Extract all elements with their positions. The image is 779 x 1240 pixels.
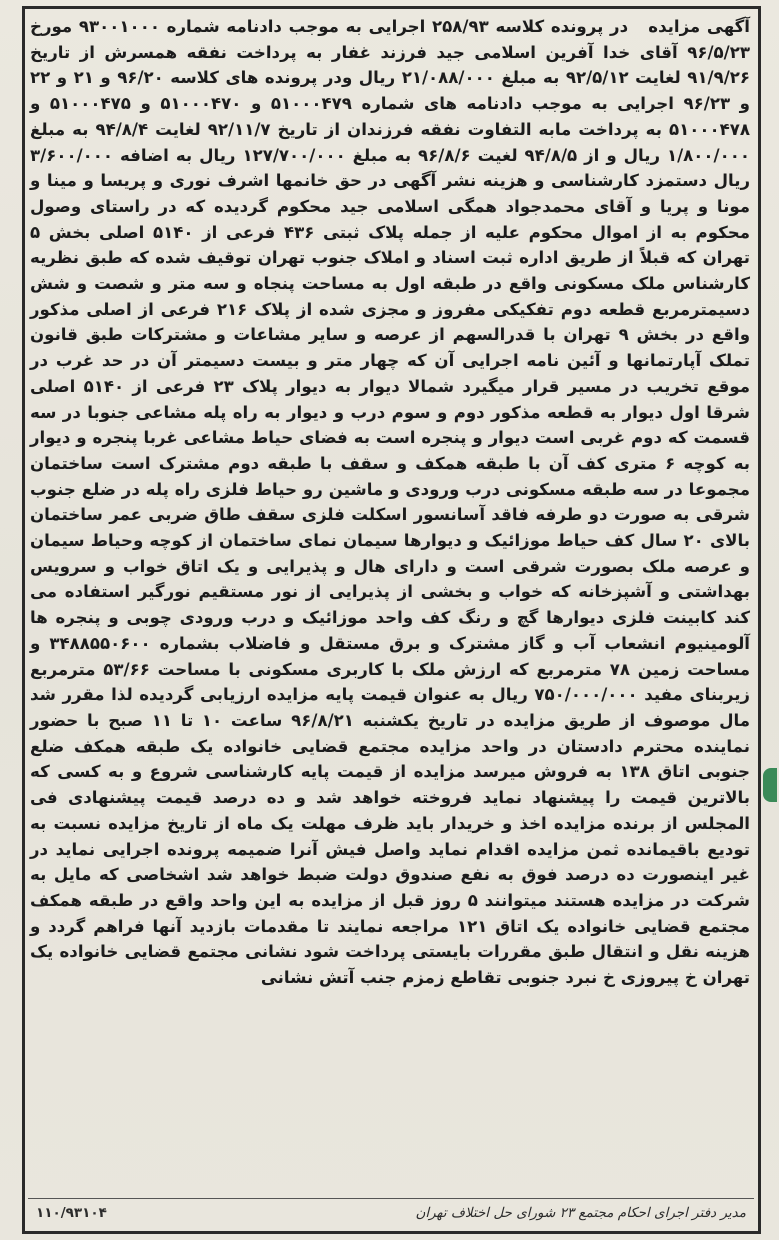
notice-title: آگهی مزایده [648, 17, 750, 36]
notice-body: در پرونده کلاسه ۲۵۸/۹۳ اجرایی به موجب دادنامه شماره ۹۳۰۰۱۰۰۰ مورخ ۹۶/۵/۲۳ آقای خدا آفرین اسلامی جید فرزند غفار به پرداخت نفقه همسرش از تاریخ ۹۱/۹/۲۶ لغایت ۹۲/۵/۱۲ به مبلغ ۲۱/۰۸۸/۰۰۰ ریال ودر پرونده های کلاسه ۹۶/۲۰ و ۲۱ و ۲۲ و ۹۶/۲۳ اجرایی به موجب دادنامه های شماره ۵۱۰۰۰۴۷۹ و ۵۱۰۰۰۴۷۰ و ۵۱۰۰۰۴۷۵ و ۵۱۰۰۰۴۷۸ به پرداخت مابه التفاوت نفقه فرزندان از تاریخ ۹۲/۱۱/۷ لغایت ۹۴/۸/۴ به مبلغ ۱/۸۰۰/۰۰۰ ریال و از ۹۴/۸/۵ لغیت ۹۶/۸/۶ به مبلغ ۱۲۷/۷۰۰/۰۰۰ ریال به اضافه ۳/۶۰۰/۰۰۰ ریال دستمزد کارشناسی و هزینه نشر آگهی در حق خانمها اشرف نوری و پریسا و مینا و مونا و پریا و آقای محمدجواد همگی اسلامی جید محکوم گردیده که در راستای وصول محکوم به از اموال محکوم علیه از جمله پلاک ثبتی ۴۳۶ فرعی از ۵۱۴۰ اصلی بخش ۵ تهران که قبلاً از طریق اداره ثبت اسناد و املاک جنوب تهران توقیف شده که طبق نظریه کارشناس ملک مسکونی واقع در طبقه اول به مساحت پنجاه و سه متر و شصت و شش دسیمترمربع قطعه دوم تفکیکی مفروز و مجزی شده از پلاک ۲۱۶ فرعی از اصلی مذکور واقع در بخش ۹ تهران با قدرالسهم از عرصه و سایر مشاعات و مشترکات طبق قانون تملک آپارتمانها و آئین نامه اجرایی آن که چهار متر و بیست دسیمتر آن در حد غرب در موقع تخریب در مسیر قرار میگیرد شمالا دیوار به دیوار پلاک ۲۳ فرعی از ۵۱۴۰ اصلی شرقا اول دیوار به قطعه مذکور دوم و سوم درب و دیوار به راه پله مشاعی جنوبا در سه قسمت که دوم غربی است دیوار و پنجره است به فضای حیاط مشاعی غربا پنجره و دیوار به کوچه ۶ متری کف آن با طبقه همکف و سقف با طبقه دوم مشترک است ساختمان مجموعا در سه طبقه مسکونی درب ورودی و ماشین رو حیاط فلزی راه پله در ضلع جنوب شرقی به صورت دو طرفه فاقد آسانسور اسکلت فلزی سقف طاق ضربی عمر ساختمان بالای ۲۰ سال کف حیاط موزائیک و دیوارها سیمان نمای ساختمان از کوچه وحیاط سیمان و عرصه ملک بصورت شرقی است و دارای هال و پذیرایی و یک اتاق خواب و سرویس بهداشتی و آشپزخانه که خواب و بخشی از پذیرایی از نور مستقیم نورگیر استفاده می کند کابینت فلزی دیوارها گچ و رنگ کف واحد موزائیک و درب ورودی چوبی و پنجره ها آلومینیوم انشعاب آب و گاز مشترک و برق مستقل و فاضلاب بشماره ۳۴۸۸۵۵۰۶۰۰ و مساحت زمین ۷۸ مترمربع که ارزش ملک با کاربری مسکونی با مساحت ۵۳/۶۶ مترمربع زیربنای مفید ۷۵۰/۰۰۰/۰۰۰ ریال به عنوان قیمت پایه مزایده ارزیابی گردیده لذا مقرر شد مال موصوف از طریق مزایده در تاریخ یکشنبه ۹۶/۸/۲۱ ساعت ۱۰ تا ۱۱ صبح با حضور نماینده محترم دادستان در واحد مزایده مجتمع قضایی خانواده یک طبقه همکف ضلع جنوبی اتاق ۱۳۸ به فروش میرسد مزایده از قیمت پایه کارشناسی شروع و به کسی که بالاترین قیمت را پیشنهاد نماید فروخته خواهد شد و ده درصد قیمت پیشنهادی فی المجلس از برنده مزایده اخذ و خریدار باید ظرف مهلت یک ماه از تاریخ مزایده نسبت به تودیع باقیمانده ثمن مزایده اقدام نماید واصل فیش آنرا ضمیمه پرونده اجرایی نماید در غیر اینصورت ده درصد فوق به نفع صندوق دولت ضبط خواهد شد اشخاصی که مایل به شرکت در مزایده هستند میتوانند ۵ روز قبل از مزایده به این واحد واقع در طبقه همکف مجتمع قضایی خانواده یک اتاق ۱۲۱ مراجعه نمایند تا مقدمات بازدید آنها فراهم گردد و هزینه نقل و انتقال طبق مقررات بایستی پرداخت شود نشانی مجتمع قضایی خانواده یک تهران خ پیروزی خ نبرد جنوبی تقاطع زمزم جنب آتش نشانی [30, 17, 751, 988]
notice-code: ۱۱۰/۹۳۱۰۴ [36, 1205, 107, 1221]
office-signature: مدیر دفتر اجرای احکام مجتمع ۲۳ شورای حل اختلاف تهران [415, 1205, 746, 1221]
notice-footer [36, 1205, 746, 1221]
auction-notice-text [30, 14, 750, 991]
footer-divider [28, 1198, 754, 1199]
page-edge-mark [763, 768, 777, 802]
